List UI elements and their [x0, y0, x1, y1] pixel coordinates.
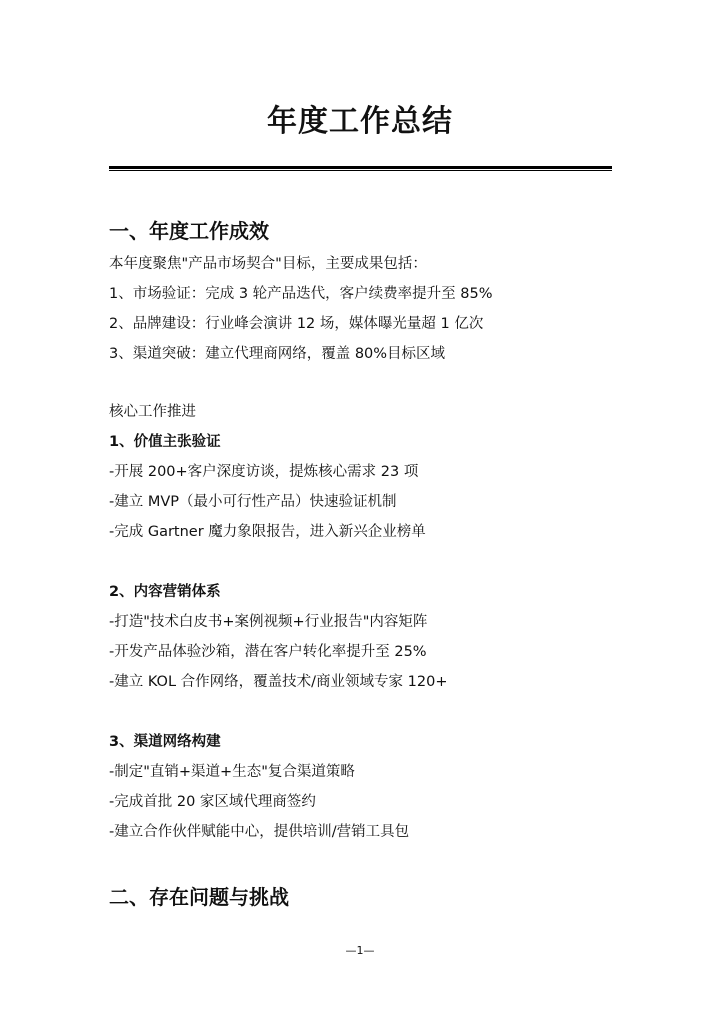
bullet-item: -完成 Gartner 魔力象限报告，进入新兴企业榜单 — [109, 524, 426, 540]
result-item: 2、品牌建设：行业峰会演讲 12 场，媒体曝光量超 1 亿次 — [109, 316, 484, 332]
bullet-item: -建立 MVP（最小可行性产品）快速验证机制 — [109, 494, 397, 510]
document-title: 年度工作总结 — [267, 104, 453, 139]
subsection-heading: 2、内容营销体系 — [109, 584, 221, 600]
bullet-item: -开发产品体验沙箱，潜在客户转化率提升至 25% — [109, 644, 427, 660]
section-heading-challenges: 二、存在问题与挑战 — [109, 885, 289, 909]
title-divider — [109, 166, 612, 171]
bullet-item: -打造"技术白皮书+案例视频+行业报告"内容矩阵 — [109, 614, 428, 630]
section-intro: 本年度聚焦"产品市场契合"目标，主要成果包括： — [109, 256, 427, 272]
result-item: 1、市场验证：完成 3 轮产品迭代，客户续费率提升至 85% — [109, 286, 493, 302]
bullet-item: -建立合作伙伴赋能中心，提供培训/营销工具包 — [109, 824, 410, 840]
subsection-heading: 3、渠道网络构建 — [109, 734, 221, 750]
bullet-item: -制定"直销+渠道+生态"复合渠道策略 — [109, 764, 355, 780]
core-work-label: 核心工作推进 — [109, 404, 196, 420]
subsection-heading: 1、价值主张验证 — [109, 434, 221, 450]
bullet-item: -开展 200+客户深度访谈，提炼核心需求 23 项 — [109, 464, 419, 480]
page-number: —1— — [345, 944, 375, 957]
section-heading-achievements: 一、年度工作成效 — [109, 219, 269, 243]
bullet-item: -完成首批 20 家区域代理商签约 — [109, 794, 316, 810]
result-item: 3、渠道突破：建立代理商网络，覆盖 80%目标区域 — [109, 346, 446, 362]
bullet-item: -建立 KOL 合作网络，覆盖技术/商业领域专家 120+ — [109, 674, 448, 690]
